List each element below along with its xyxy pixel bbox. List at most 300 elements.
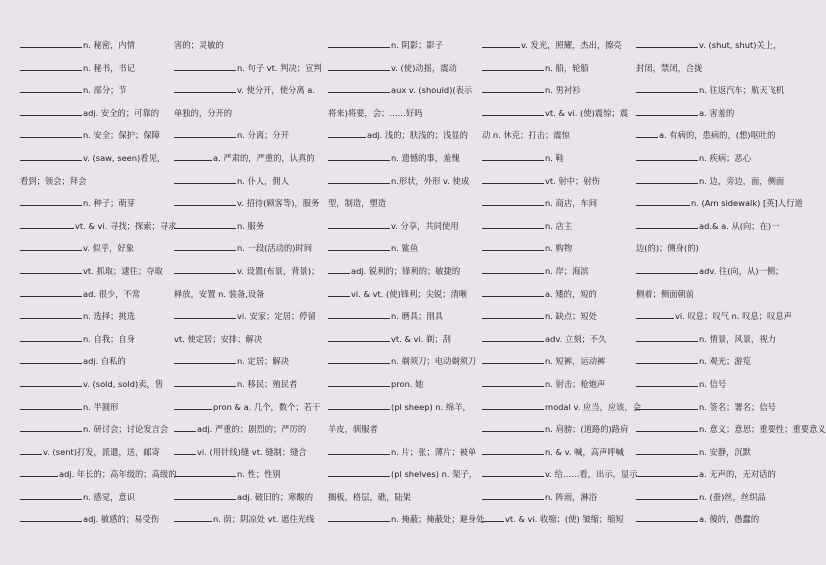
answer-blank xyxy=(636,38,698,48)
answer-blank xyxy=(20,354,82,364)
answer-blank xyxy=(20,512,82,522)
vocab-line xyxy=(20,237,174,260)
definition-text: n. 射击；枪炮声 xyxy=(545,378,606,389)
definition-text: v. (sold, sold)卖，售 xyxy=(83,378,164,389)
definition-text: a. 傻的，愚蠢的 xyxy=(699,514,760,525)
vocab-line xyxy=(174,124,328,147)
answer-blank xyxy=(482,512,504,522)
definition-text: n. 鞋 xyxy=(545,152,564,163)
answer-blank xyxy=(482,174,544,184)
definition-text: vt. & vi. 剃；刮 xyxy=(391,333,451,344)
answer-blank xyxy=(328,512,390,522)
answer-blank xyxy=(20,151,82,161)
definition-text: n. 秘密，内情 xyxy=(83,40,136,50)
definition-text: a. 矮的，短的 xyxy=(545,288,597,299)
answer-blank xyxy=(482,400,544,410)
vocab-line xyxy=(174,34,328,57)
vocab-line xyxy=(636,192,803,215)
answer-blank xyxy=(174,309,236,319)
definition-text: n. 阵雨，淋浴 xyxy=(545,491,598,502)
answer-blank xyxy=(20,219,74,229)
vocab-line xyxy=(20,215,177,238)
definition-text: adj. 破旧的；寒酸的 xyxy=(237,491,314,502)
answer-blank xyxy=(636,354,698,364)
answer-blank xyxy=(328,332,390,342)
vocab-line xyxy=(328,124,482,147)
column-1 xyxy=(20,34,177,565)
vocab-line xyxy=(482,418,636,441)
vocab-line xyxy=(174,102,328,125)
definition-text: v. (使)动摇，震动 xyxy=(391,62,457,73)
vocab-line xyxy=(20,508,174,531)
column-2 xyxy=(174,34,328,565)
vocab-line xyxy=(328,34,482,57)
answer-blank xyxy=(636,264,698,274)
definition-text: n. 句子 vt. 判决；宣判 xyxy=(237,62,322,73)
vocab-line xyxy=(174,170,328,193)
vocab-line xyxy=(636,237,790,260)
vocab-line xyxy=(20,396,174,419)
answer-blank xyxy=(328,83,390,93)
definition-text: n. 安静，沉默 xyxy=(699,446,752,457)
vocab-line xyxy=(174,418,328,441)
definition-text: adv. 往(向，从)一侧； xyxy=(699,265,784,276)
answer-blank xyxy=(20,38,82,48)
definition-text: (pl shelves) n. 架子， xyxy=(391,469,478,480)
answer-blank xyxy=(328,219,390,229)
vocab-line xyxy=(328,170,482,193)
vocab-line xyxy=(636,463,790,486)
answer-blank xyxy=(328,467,390,477)
definition-text: n. 掩蔽；掩蔽处；避身处 xyxy=(391,514,485,525)
vocab-line xyxy=(20,350,174,373)
answer-blank xyxy=(20,422,82,432)
vocab-line xyxy=(482,463,636,486)
answer-blank xyxy=(482,490,544,500)
vocab-line xyxy=(482,237,636,260)
definition-text: n. 一段(活动的)时间 xyxy=(237,243,313,254)
answer-blank xyxy=(636,151,698,161)
vocab-line xyxy=(174,486,328,509)
vocab-line xyxy=(20,328,174,351)
vocab-line xyxy=(636,508,790,531)
answer-blank xyxy=(636,196,690,206)
vocab-line xyxy=(482,192,636,215)
definition-text: vi. (用针线)缝 vt. 缝制；缝合 xyxy=(197,446,307,457)
definition-text: vt. & vi. 收缩；(使) 皱缩；缩短 xyxy=(505,514,624,525)
vocab-line xyxy=(20,373,174,396)
answer-blank xyxy=(174,241,236,251)
vocab-line xyxy=(328,283,482,306)
answer-blank xyxy=(174,422,196,432)
definition-text: v. 似乎，好象 xyxy=(83,243,135,254)
answer-blank xyxy=(482,332,544,342)
definition-text: n. 自我；自身 xyxy=(83,333,136,344)
vocab-line xyxy=(636,79,790,102)
definition-text: vi. 安家；定居；停留 xyxy=(237,311,316,322)
definition-text: 将来)将要，会；……好吗 xyxy=(328,107,423,118)
definition-text: n. 店主 xyxy=(545,220,573,231)
definition-text: v. 发光，照耀，杰出，擦亮 xyxy=(521,40,622,50)
answer-blank xyxy=(20,61,82,71)
answer-blank xyxy=(328,38,390,48)
vocab-line xyxy=(636,373,790,396)
answer-blank xyxy=(328,309,390,319)
vocab-line xyxy=(328,486,482,509)
vocab-line xyxy=(174,260,328,283)
answer-blank xyxy=(636,332,698,342)
answer-blank xyxy=(482,38,520,48)
answer-blank xyxy=(328,151,390,161)
definition-text: adj. 自私的 xyxy=(83,356,126,367)
answer-blank xyxy=(20,287,82,297)
definition-text: n. 肩膀；(道路的)路肩 xyxy=(545,424,629,435)
definition-text: n.形状，外形 v. 使成 xyxy=(391,175,470,186)
vocab-line xyxy=(20,192,174,215)
definition-text: n. 研讨会；讨论发言会 xyxy=(83,424,169,435)
vocab-line xyxy=(20,34,174,57)
answer-blank xyxy=(20,196,82,206)
definition-text: 害的；灵敏的 xyxy=(174,40,224,50)
vocab-line xyxy=(482,147,636,170)
answer-blank xyxy=(636,422,698,432)
vocab-line xyxy=(20,102,174,125)
definition-text: v. 设置(布景，背景)； xyxy=(237,265,320,276)
vocab-line xyxy=(482,350,636,373)
answer-blank xyxy=(636,512,698,522)
answer-blank xyxy=(328,400,390,410)
vocab-line xyxy=(20,463,177,486)
answer-blank xyxy=(636,445,698,455)
vocab-line xyxy=(482,34,636,57)
vocab-line xyxy=(636,147,790,170)
vocab-line xyxy=(482,441,636,464)
definition-text: n. 秘书，书记 xyxy=(83,62,136,73)
answer-blank xyxy=(636,219,698,229)
definition-text: n. 缺点；短处 xyxy=(545,311,598,322)
vocab-line xyxy=(20,170,174,193)
answer-blank xyxy=(20,309,82,319)
vocab-line xyxy=(328,396,482,419)
answer-blank xyxy=(20,83,82,93)
vocab-line xyxy=(328,260,482,283)
definition-text: n. 仆人，佣人 xyxy=(237,175,290,186)
vocab-line xyxy=(482,102,636,125)
answer-blank xyxy=(174,151,212,161)
answer-blank xyxy=(328,287,350,297)
vocab-line xyxy=(20,441,174,464)
vocab-line xyxy=(328,328,482,351)
answer-blank xyxy=(174,512,212,522)
definition-text: n. 船，轮船 xyxy=(545,62,589,73)
definition-text: n. (Am sidewalk) [英]人行道 xyxy=(691,198,803,209)
definition-text: 侧着；侧面朝前 xyxy=(636,288,695,299)
definition-text: 看到；领会；拜会 xyxy=(20,175,87,186)
answer-blank xyxy=(174,467,236,477)
definition-text: ad.& a. 从(向；在)一 xyxy=(699,220,780,231)
definition-text: n. 选择；挑选 xyxy=(83,311,136,322)
vocab-line xyxy=(328,102,482,125)
definition-text: adj. 年长的；高年级的；高级的 xyxy=(59,469,177,480)
definition-text: n. 信号 xyxy=(699,378,727,389)
definition-text: n. 意义；意思；重要性；重要意义 xyxy=(699,424,826,435)
definition-text: n. 安全；保护；保障 xyxy=(83,130,160,141)
definition-text: adj. 安全的；可靠的 xyxy=(83,107,160,118)
answer-blank xyxy=(482,287,544,297)
vocab-line xyxy=(174,441,328,464)
vocab-line xyxy=(636,441,790,464)
vocab-line xyxy=(636,34,790,57)
vocab-line xyxy=(174,79,328,102)
definition-text: 封闭，禁闭，合拢 xyxy=(636,62,703,73)
definition-text: n. 服务 xyxy=(237,220,265,231)
definition-text: 搁板，格层，礁，陆架 xyxy=(328,491,411,502)
definition-text: vt. 使定居；安排；解决 xyxy=(174,333,263,344)
vocab-line xyxy=(174,147,328,170)
definition-text: adj. 敏感的；易受伤 xyxy=(83,514,160,525)
vocab-line xyxy=(174,373,328,396)
answer-blank xyxy=(482,264,544,274)
definition-text: vt. & vi. 寻找；探索；寻求 xyxy=(75,220,177,231)
vocab-line xyxy=(174,237,328,260)
definition-text: vt. & vi. (使)震惊；震 xyxy=(545,107,628,118)
vocab-line xyxy=(174,305,328,328)
definition-text: v. (sent)打发，派遣，送，邮寄 xyxy=(43,446,160,457)
definition-text: pron. 她 xyxy=(391,378,424,389)
vocab-line xyxy=(328,418,482,441)
answer-blank xyxy=(20,128,82,138)
definition-text: n. 签名；署名；信号 xyxy=(699,401,776,412)
vocab-line xyxy=(174,350,328,373)
vocab-line xyxy=(482,215,636,238)
answer-blank xyxy=(174,174,236,184)
vocab-line xyxy=(482,508,636,531)
definition-text: a. 严肃的，严重的，认真的 xyxy=(213,152,315,163)
definition-text: n. 荫；阴凉处 vt. 遮住光线 xyxy=(213,514,315,525)
definition-text: 羊皮，驯服者 xyxy=(328,424,378,435)
answer-blank xyxy=(328,354,390,364)
vocab-line xyxy=(636,283,790,306)
answer-blank xyxy=(20,241,82,251)
vocab-line xyxy=(328,57,482,80)
vocab-line xyxy=(174,57,328,80)
answer-blank xyxy=(328,128,366,138)
answer-blank xyxy=(482,219,544,229)
definition-text: n. 情景，风景，视力 xyxy=(699,333,776,344)
answer-blank xyxy=(20,490,82,500)
vocab-line xyxy=(636,305,790,328)
answer-blank xyxy=(174,264,236,274)
vocab-line xyxy=(20,305,174,328)
answer-blank xyxy=(328,241,390,251)
vocab-line xyxy=(174,396,328,419)
definition-text: n. 分离；分开 xyxy=(237,130,290,141)
answer-blank xyxy=(174,490,236,500)
vocab-line xyxy=(328,373,482,396)
vocab-line xyxy=(636,170,790,193)
definition-text: n. 购物 xyxy=(545,243,573,254)
definition-text: n. 男衬衫 xyxy=(545,85,581,96)
vocab-line xyxy=(20,260,174,283)
answer-blank xyxy=(482,377,544,387)
vocab-line xyxy=(174,215,328,238)
vocab-line xyxy=(636,57,790,80)
vocab-line xyxy=(328,147,482,170)
vocab-line xyxy=(482,79,636,102)
definition-text: 动 n. 休克；打击；震惊 xyxy=(482,130,570,141)
vocab-line xyxy=(328,441,482,464)
definition-text: adv. 立刻；不久 xyxy=(545,333,607,344)
vocab-line xyxy=(328,508,485,531)
vocab-line xyxy=(328,463,482,486)
vocab-line xyxy=(482,396,642,419)
answer-blank xyxy=(482,106,544,116)
answer-blank xyxy=(636,128,658,138)
definition-text: n. 磨具；削具 xyxy=(391,311,444,322)
column-5 xyxy=(636,34,826,565)
answer-blank xyxy=(482,196,544,206)
definition-text: adj. 浅的；肤浅的；浅显的 xyxy=(367,130,468,141)
definition-text: n. 商店，车间 xyxy=(545,198,598,209)
answer-blank xyxy=(482,445,544,455)
answer-blank xyxy=(328,377,390,387)
definition-text: n. 定居；解决 xyxy=(237,356,290,367)
answer-blank xyxy=(482,309,544,319)
definition-text: n. 移民；殖民者 xyxy=(237,378,298,389)
definition-text: vi. & vt. (使)锋利；尖锐；清晰 xyxy=(351,288,468,299)
vocab-line xyxy=(482,328,636,351)
vocab-line xyxy=(328,350,482,373)
answer-blank xyxy=(174,354,236,364)
vocab-line xyxy=(328,79,482,102)
vocab-line xyxy=(482,260,636,283)
definition-text: a. 害羞的 xyxy=(699,107,735,118)
definition-text: adj. 锐利的；锋利的；敏捷的 xyxy=(351,265,461,276)
definition-text: pron & a. 几个，数个；若干 xyxy=(213,401,321,412)
answer-blank xyxy=(174,219,236,229)
definition-text: n. & v. 喊，高声呼喊 xyxy=(545,446,624,457)
answer-blank xyxy=(328,61,390,71)
definition-text: n. 疾病；恶心 xyxy=(699,152,752,163)
definition-text: n. 性；性别 xyxy=(237,469,281,480)
answer-blank xyxy=(636,309,674,319)
answer-blank xyxy=(482,422,544,432)
definition-text: vt. 抓取；逮住；夺取 xyxy=(83,265,163,276)
answer-blank xyxy=(636,490,698,500)
vocab-line xyxy=(174,508,328,531)
answer-blank xyxy=(174,128,236,138)
answer-blank xyxy=(482,467,544,477)
definition-text: modal v. 应当，应该，会 xyxy=(545,401,642,412)
answer-blank xyxy=(174,61,236,71)
vocab-line xyxy=(636,486,790,509)
definition-text: vt. 射中；射伤 xyxy=(545,175,600,186)
vocab-line xyxy=(636,215,790,238)
definition-text: 型，制造，塑造 xyxy=(328,198,387,209)
answer-blank xyxy=(636,377,698,387)
vocab-line xyxy=(482,283,636,306)
vocab-line xyxy=(174,192,328,215)
vocab-line xyxy=(636,328,790,351)
answer-blank xyxy=(482,83,544,93)
definition-text: v. 使分开，使分离 a. xyxy=(237,85,315,96)
definition-text: n. 往返汽车；航天飞机 xyxy=(699,85,785,96)
answer-blank xyxy=(20,332,82,342)
vocab-line xyxy=(636,350,790,373)
vocab-line xyxy=(636,396,790,419)
vocab-line xyxy=(20,283,174,306)
vocab-line xyxy=(482,57,636,80)
answer-blank xyxy=(482,354,544,364)
answer-blank xyxy=(636,467,698,477)
vocab-line xyxy=(636,102,790,125)
definition-text: aux v. (should)(表示 xyxy=(391,85,473,96)
answer-blank xyxy=(328,445,390,455)
definition-text: 释放，安置 n. 装备,设备 xyxy=(174,288,265,299)
vocab-line xyxy=(328,192,482,215)
definition-text: 单独的，分开的 xyxy=(174,107,233,118)
vocab-line xyxy=(482,486,636,509)
definition-text: n. 种子；萌芽 xyxy=(83,198,136,209)
column-4 xyxy=(482,34,642,565)
definition-text: n. 感觉，意识 xyxy=(83,491,136,502)
vocab-line xyxy=(20,486,174,509)
answer-blank xyxy=(174,196,236,206)
definition-text: a. 无声的，无对话的 xyxy=(699,469,776,480)
vocab-line xyxy=(174,328,328,351)
vocab-line xyxy=(636,124,790,147)
vocab-line xyxy=(20,418,174,441)
definition-text: 边(的)；侧身(的) xyxy=(636,243,699,254)
definition-text: v. 分享，共同使用 xyxy=(391,220,459,231)
vocab-line xyxy=(328,237,482,260)
definition-text: v. 给……看，出示，显示 xyxy=(545,469,638,480)
definition-text: n. 半圆形 xyxy=(83,401,119,412)
vocab-line xyxy=(328,305,482,328)
definition-text: (pl sheep) n. 绵羊， xyxy=(391,401,471,412)
answer-blank xyxy=(174,83,236,93)
answer-blank xyxy=(20,445,42,455)
vocab-line xyxy=(482,305,636,328)
answer-blank xyxy=(482,61,544,71)
definition-text: n. 观光；游览 xyxy=(699,356,752,367)
definition-text: v. (shut, shut)关上， xyxy=(699,40,782,50)
definition-text: n. 岸；海滨 xyxy=(545,265,589,276)
definition-text: n. 遗憾的事，羞愧 xyxy=(391,152,460,163)
vocab-line xyxy=(20,124,174,147)
answer-blank xyxy=(636,106,698,116)
answer-blank xyxy=(328,174,390,184)
vocab-line xyxy=(328,215,482,238)
answer-blank xyxy=(20,467,58,477)
definition-text: a. 有病的，患病的，(想)呕吐的 xyxy=(659,130,776,141)
vocab-line xyxy=(482,124,636,147)
definition-text: n. 片；张；薄片；被单 xyxy=(391,446,477,457)
answer-blank xyxy=(174,400,212,410)
answer-blank xyxy=(636,174,698,184)
definition-text: n. 鲨鱼 xyxy=(391,243,419,254)
answer-blank xyxy=(20,400,82,410)
vocab-line xyxy=(174,463,328,486)
vocab-line xyxy=(20,79,174,102)
answer-blank xyxy=(482,241,544,251)
definition-text: n. 边，旁边，面，侧面 xyxy=(699,175,785,186)
answer-blank xyxy=(636,83,698,93)
definition-text: v. (saw, seen)看见， xyxy=(83,152,166,163)
vocab-line xyxy=(20,57,174,80)
vocab-line xyxy=(636,260,790,283)
definition-text: n. 短裤，运动裤 xyxy=(545,356,606,367)
